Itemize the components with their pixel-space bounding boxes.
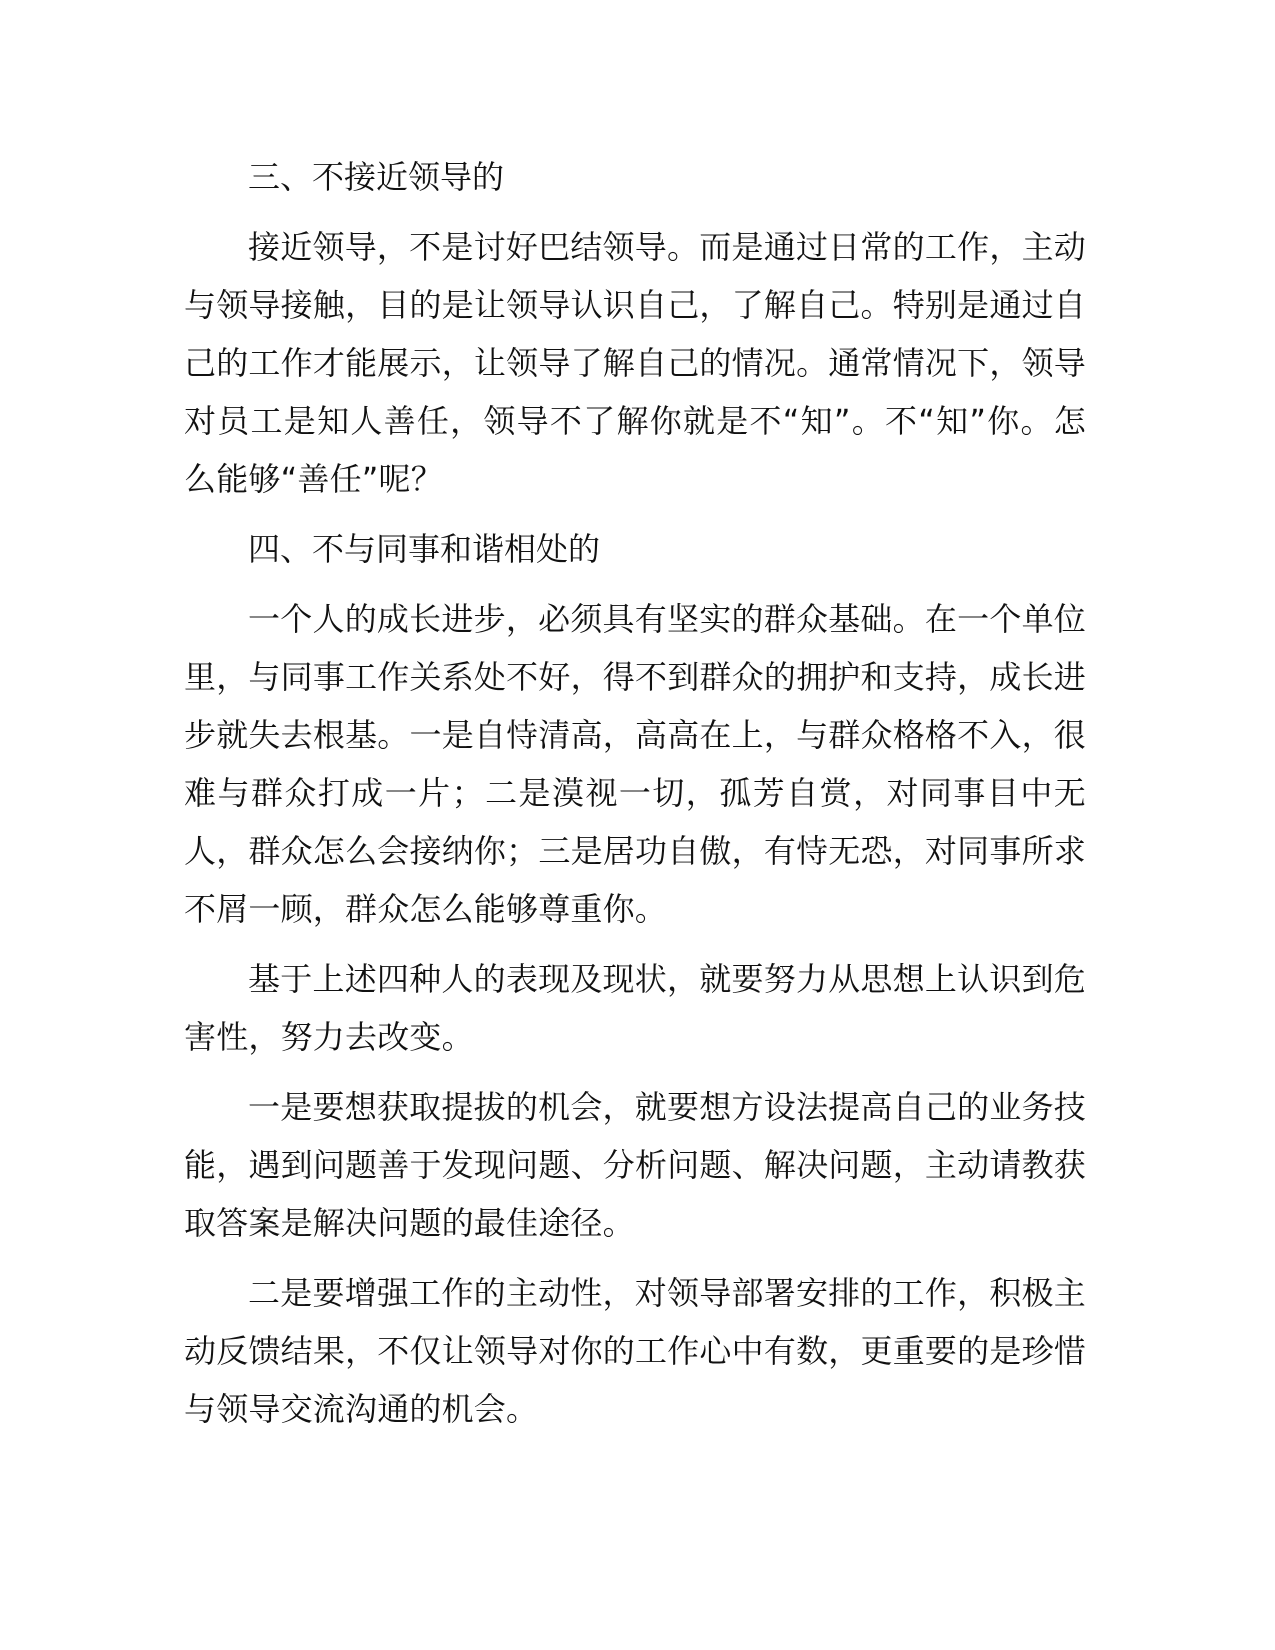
document-page bbox=[184, 148, 1086, 1450]
paragraph-approach-leader: 接近领导，不是讨好巴结领导。而是通过日常的工作，主动与领导接触，目的是让领导认识自己，了解自己。特别是通过自己的工作才能展示，让领导了解自己的情况。通常情况下，领导对员工是知人善任，领导不了解你就是不“知”。不“知”你。怎么能够“善任”呢？ bbox=[184, 228, 1086, 498]
paragraph-colleagues: 一个人的成长进步，必须具有坚实的群众基础。在一个单位里，与同事工作关系处不好，得不到群众的拥护和支持，成长进步就失去根基。一是自恃清高，高高在上，与群众格格不入，很难与群众打成一片；二是漠视一切，孤芳自赏，对同事目中无人，群众怎么会接纳你；三是居功自傲，有恃无恐，对同事所求不屑一顾，群众怎么能够尊重你。 bbox=[184, 600, 1086, 928]
paragraph-summary: 基于上述四种人的表现及现状，就要努力从思想上认识到危害性，努力去改变。 bbox=[184, 960, 1086, 1056]
paragraph-point-two: 二是要增强工作的主动性，对领导部署安排的工作，积极主动反馈结果，不仅让领导对你的工作心中有数，更重要的是珍惜与领导交流沟通的机会。 bbox=[184, 1274, 1086, 1428]
section-heading-four: 四、不与同事和谐相处的 bbox=[248, 530, 601, 568]
paragraph-point-one: 一是要想获取提拔的机会，就要想方设法提高自己的业务技能，遇到问题善于发现问题、分析问题、解决问题，主动请教获取答案是解决问题的最佳途径。 bbox=[184, 1088, 1086, 1242]
section-heading-three: 三、不接近领导的 bbox=[248, 158, 505, 196]
